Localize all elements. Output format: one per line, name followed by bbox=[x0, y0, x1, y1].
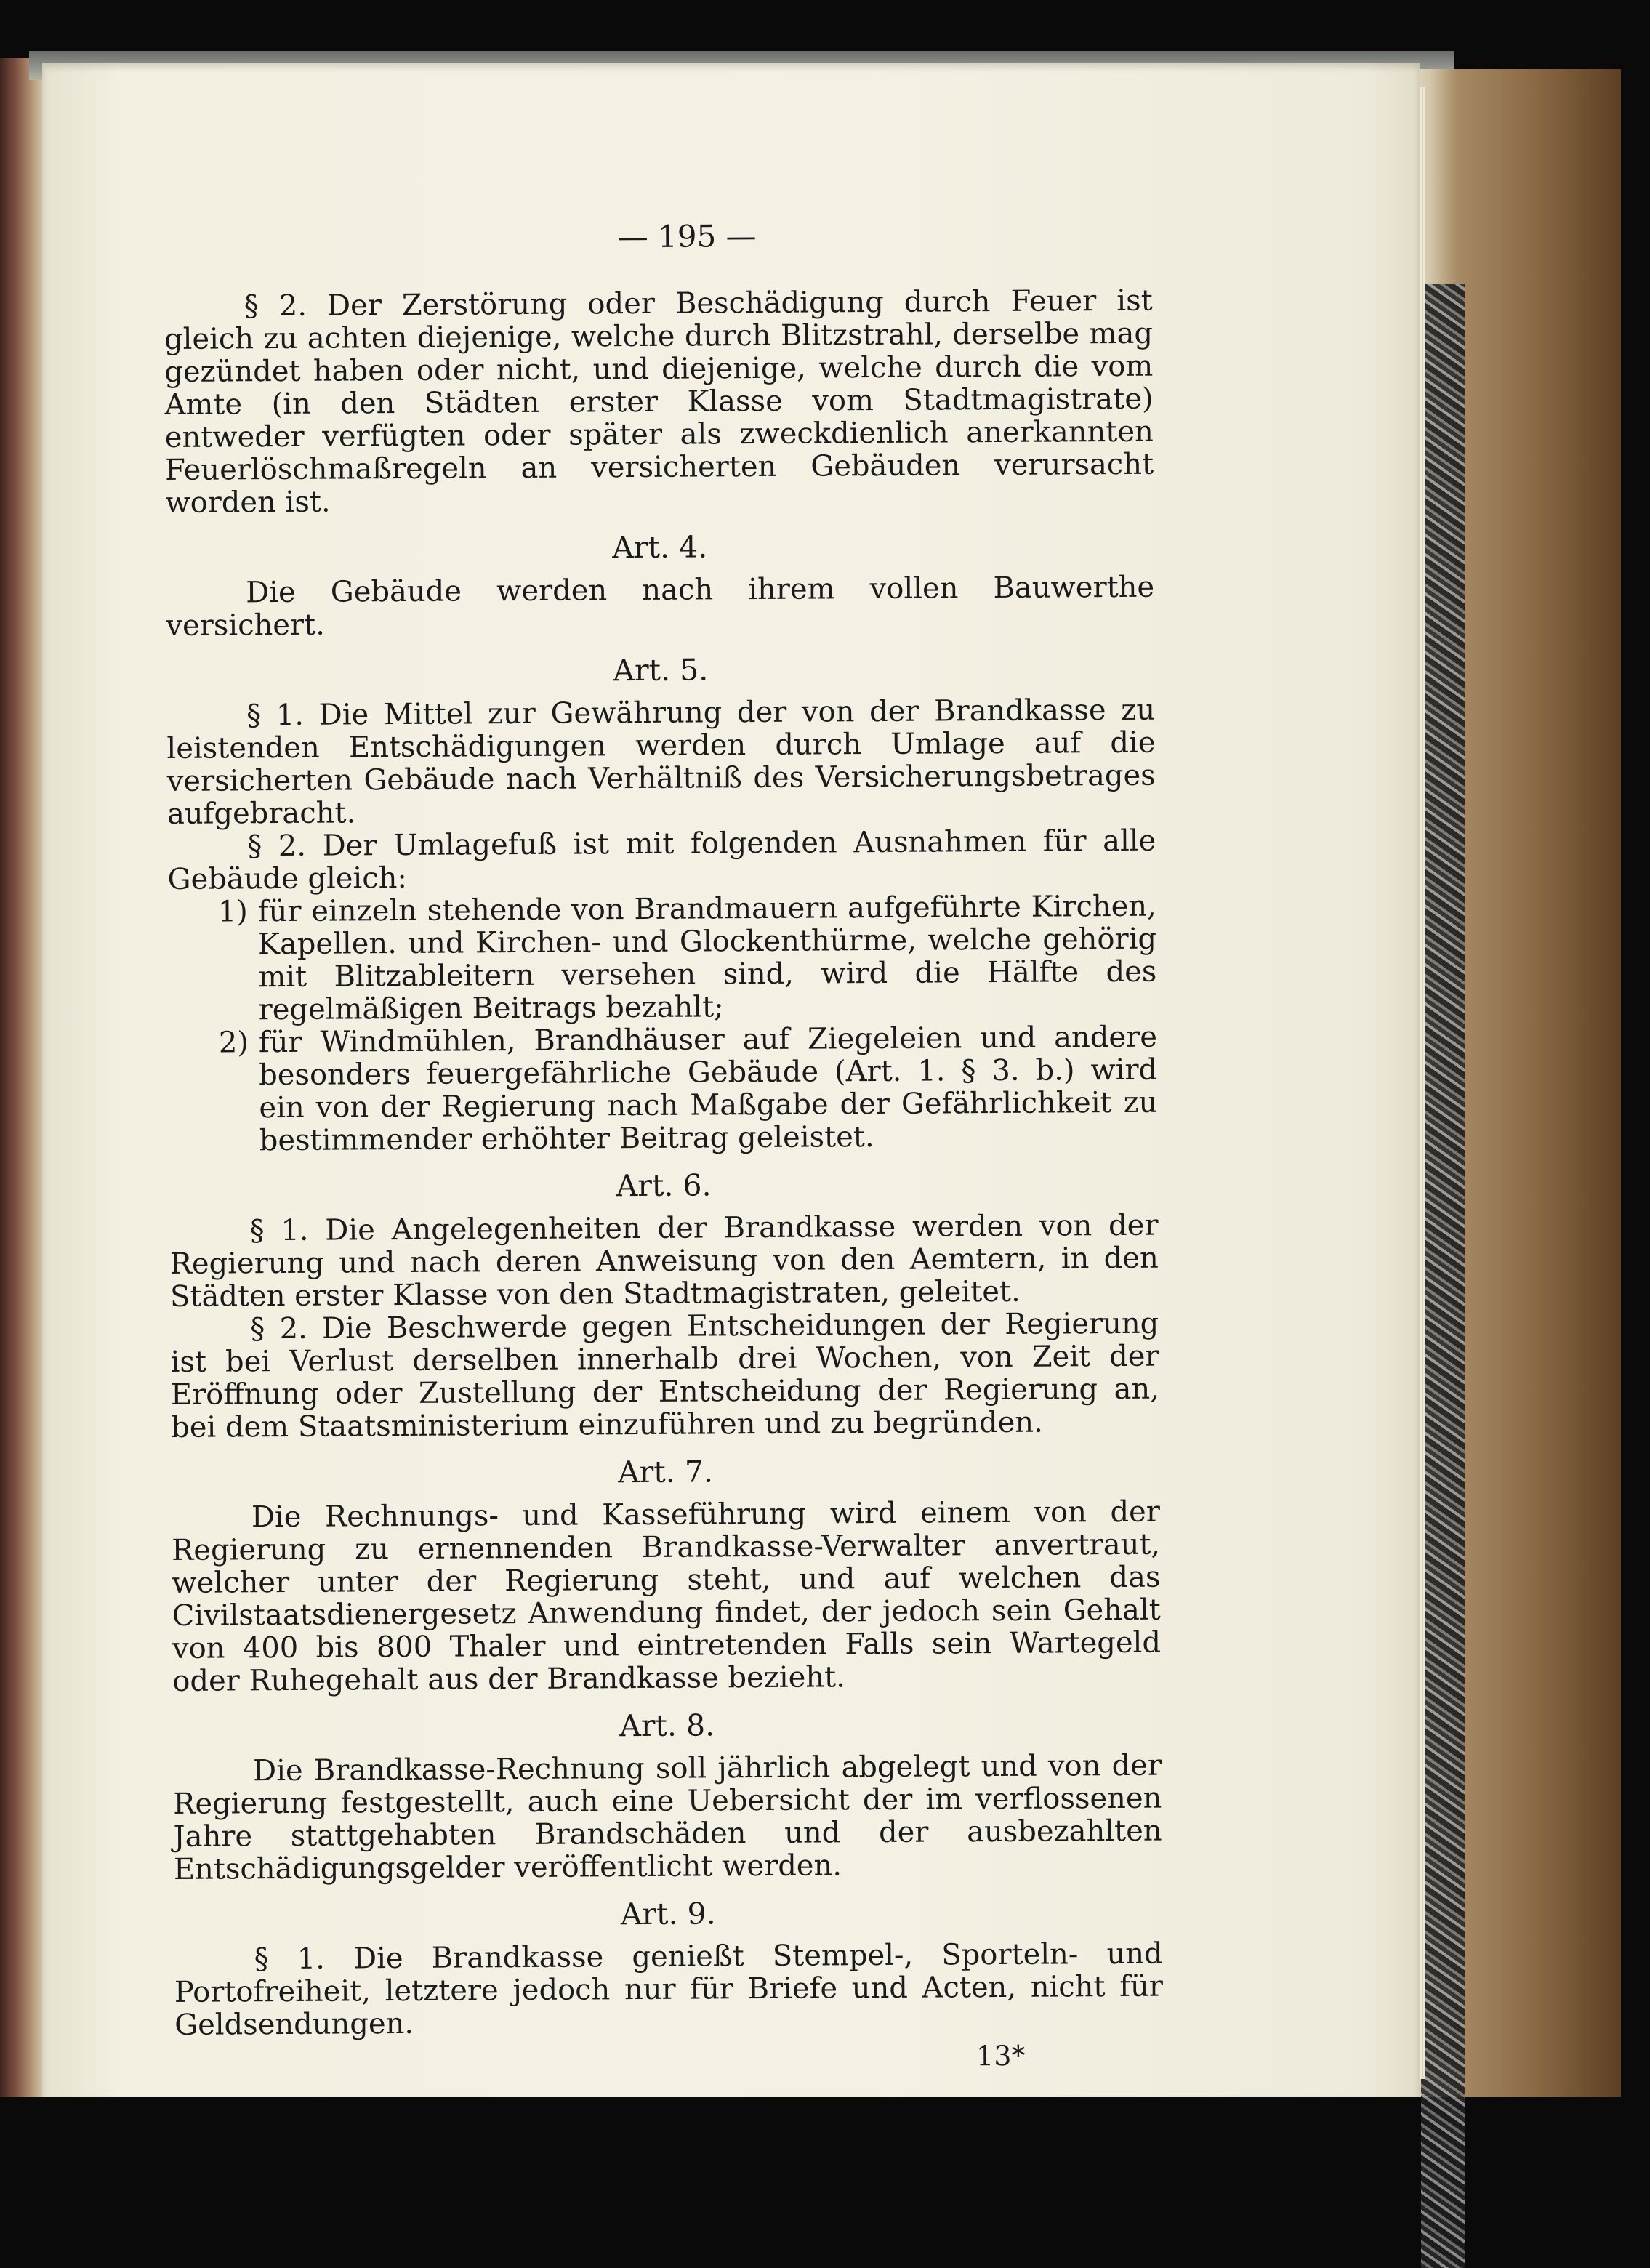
list-item-number: 1) bbox=[217, 895, 248, 929]
heading-art8: Art. 8. bbox=[619, 1708, 715, 1744]
paragraph-art5-sec2: § 2. Der Umlagefuß ist mit folgenden Ausnahmen für alle Gebäude gleich: bbox=[167, 824, 1156, 896]
book-spine-left bbox=[0, 58, 44, 2097]
page-number: — 195 — bbox=[617, 218, 757, 255]
heading-art4: Art. 4. bbox=[612, 529, 708, 566]
heading-art6: Art. 6. bbox=[616, 1167, 712, 1204]
heading-art5: Art. 5. bbox=[613, 652, 709, 688]
paragraph-art4: Die Gebäude werden nach ihrem vollen Bauwerthe versichert. bbox=[166, 570, 1155, 643]
page-content bbox=[164, 212, 1164, 2078]
list-item-text: für Windmühlen, Brandhäuser auf Ziegeleien und andere besonders feuergefährliche Gebäude (Art. 1. § 3. b.) wird ein von der Regierung nach Maßgabe der Gefährlichkeit zu bestimmender erhöhter Beitrag geleistet. bbox=[258, 1020, 1158, 1158]
marbled-endpaper bbox=[1421, 284, 1465, 2268]
printer-signature-mark: 13* bbox=[975, 2039, 1026, 2072]
list-item-number: 2) bbox=[218, 1026, 249, 1060]
list-item bbox=[168, 890, 1157, 1027]
paragraph-art7: Die Rechnungs- und Kasseführung wird einem von der Regierung zu ernennenden Brandkasse-Verwalter anvertraut, welcher unter der Regierung steht, und auf welchen das Civilstaatsdienergesetz Anwendung findet, der jedoch sein Gehalt von 400 bis 800 Thaler und eintretenden Falls sein Wartegeld oder Ruhegehalt aus der Brandkasse bezieht. bbox=[172, 1495, 1162, 1698]
paragraph-art3-sec2: § 2. Der Zerstörung oder Beschädigung durch Feuer ist gleich zu achten diejenige, welche durch Blitzstrahl, derselbe mag gezündet haben oder nicht, und diejenige, welche durch die vom Amte (in den Städten erster Klasse vom Stadtmagistrate) entweder verfügten oder später als zweckdienlich anerkannten Feuerlöschmaßregeln an versicherten Gebäuden verursacht worden ist. bbox=[164, 284, 1154, 520]
paragraph-art8: Die Brandkasse-Rechnung soll jährlich abgelegt und von der Regierung festgestellt, auch eine Uebersicht der im verflossenen Jahre stattgehabten Brandschäden und der ausbezahlten Entschädigungsgelder veröffentlicht werden. bbox=[173, 1748, 1162, 1886]
paragraph-art6-sec1: § 1. Die Angelegenheiten der Brandkasse werden von der Regierung und nach deren Anweisung von den Aemtern, in den Städten erster Klasse von den Stadtmagistraten, geleitet. bbox=[169, 1208, 1159, 1314]
heading-art7: Art. 7. bbox=[617, 1454, 714, 1490]
paragraph-art5-sec1: § 1. Die Mittel zur Gewährung der von der Brandkasse zu leistenden Entschädigungen werden durch Umlage auf die versicherten Gebäude nach Verhältniß des Versicherungsbetrages aufgebracht. bbox=[166, 693, 1156, 831]
list-item-text: für einzeln stehende von Brandmauern aufgeführte Kirchen, Kapellen. und Kirchen- und Glockenthürme, welche gehörig mit Blitzableitern versehen sind, wird die Hälfte des regelmäßigen Beitrags bezahlt; bbox=[257, 889, 1157, 1027]
heading-art9: Art. 9. bbox=[620, 1896, 716, 1932]
paragraph-art9-sec1: § 1. Die Brandkasse genießt Stempel-, Sporteln- und Portofreiheit, letztere jedoch nur für Briefe und Acten, nicht für Geldsendungen. bbox=[174, 1937, 1164, 2042]
paragraph-art6-sec2: § 2. Die Beschwerde gegen Entscheidungen der Regierung ist bei Verlust derselben innerhalb drei Wochen, von Zeit der Eröffnung oder Zustellung der Entscheidung der Regierung an, bei dem Staatsministerium einzuführen und zu begründen. bbox=[170, 1306, 1160, 1444]
list-item bbox=[169, 1021, 1158, 1158]
